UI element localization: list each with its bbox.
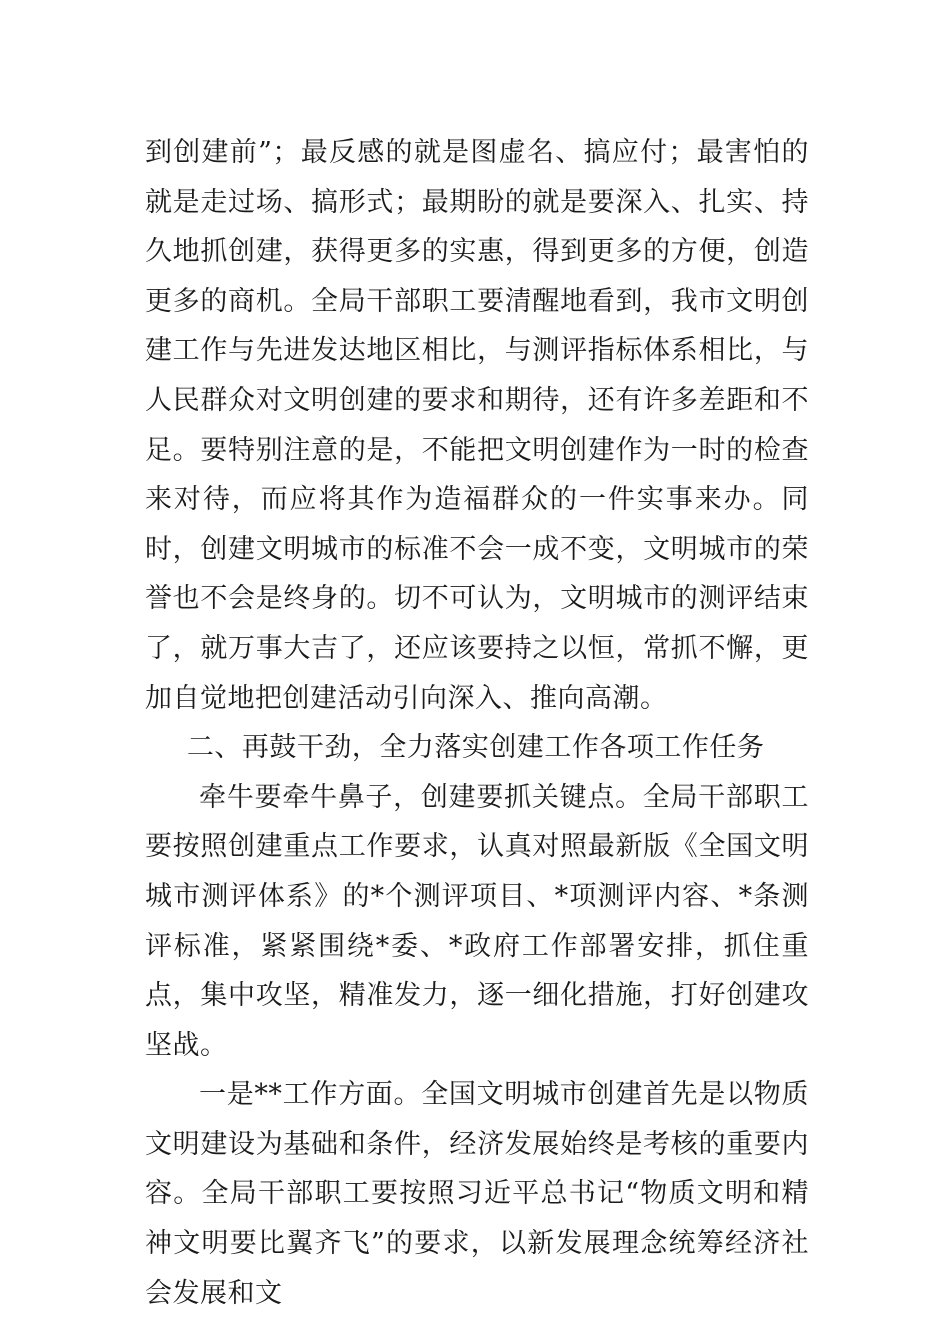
paragraph-continuation: 到创建前”；最反感的就是图虚名、搞应付；最害怕的就是走过场、搞形式；最期盼的就是要深入、扎实、持久地抓创建，获得更多的实惠，得到更多的方便，创造更多的商机。全局干部职工要清醒地看到，我市文明创建工作与先进发达地区相比，与测评指标体系相比，与人民群众对文明创建的要求和期待，还有许多差距和不足。要特别注意的是，不能把文明创建作为一时的检查来对待，而应将其作为造福群众的一件实事来办。同时，创建文明城市的标准不会一成不变，文明城市的荣誉也不会是终身的。切不可认为，文明城市的测评结束了，就万事大吉了，还应该要持之以恒，常抓不懈，更加自觉地把创建活动引向深入、推向高潮。	[145, 137, 809, 714]
section-heading: 二、再鼓干劲，全力落实创建工作各项工作任务	[186, 732, 765, 764]
document-body	[145, 128, 809, 1318]
paragraph-body: 牵牛要牵牛鼻子，创建要抓关键点。全局干部职工要按照创建重点工作要求，认真对照最新版《全国文明城市测评体系》的*个测评项目、*项测评内容、*条测评标准，紧紧围绕*委、*政府工作部署安排，抓住重点，集中攻坚，精准发力，逐一细化措施，打好创建攻坚战。	[145, 781, 809, 1061]
paragraph-point-one: 一是**工作方面。全国文明城市创建首先是以物质文明建设为基础和条件，经济发展始终是考核的重要内容。全局干部职工要按照习近平总书记“物质文明和精神文明要比翼齐飞”的要求，以新发展理念统筹经济社会发展和文	[145, 1079, 809, 1309]
